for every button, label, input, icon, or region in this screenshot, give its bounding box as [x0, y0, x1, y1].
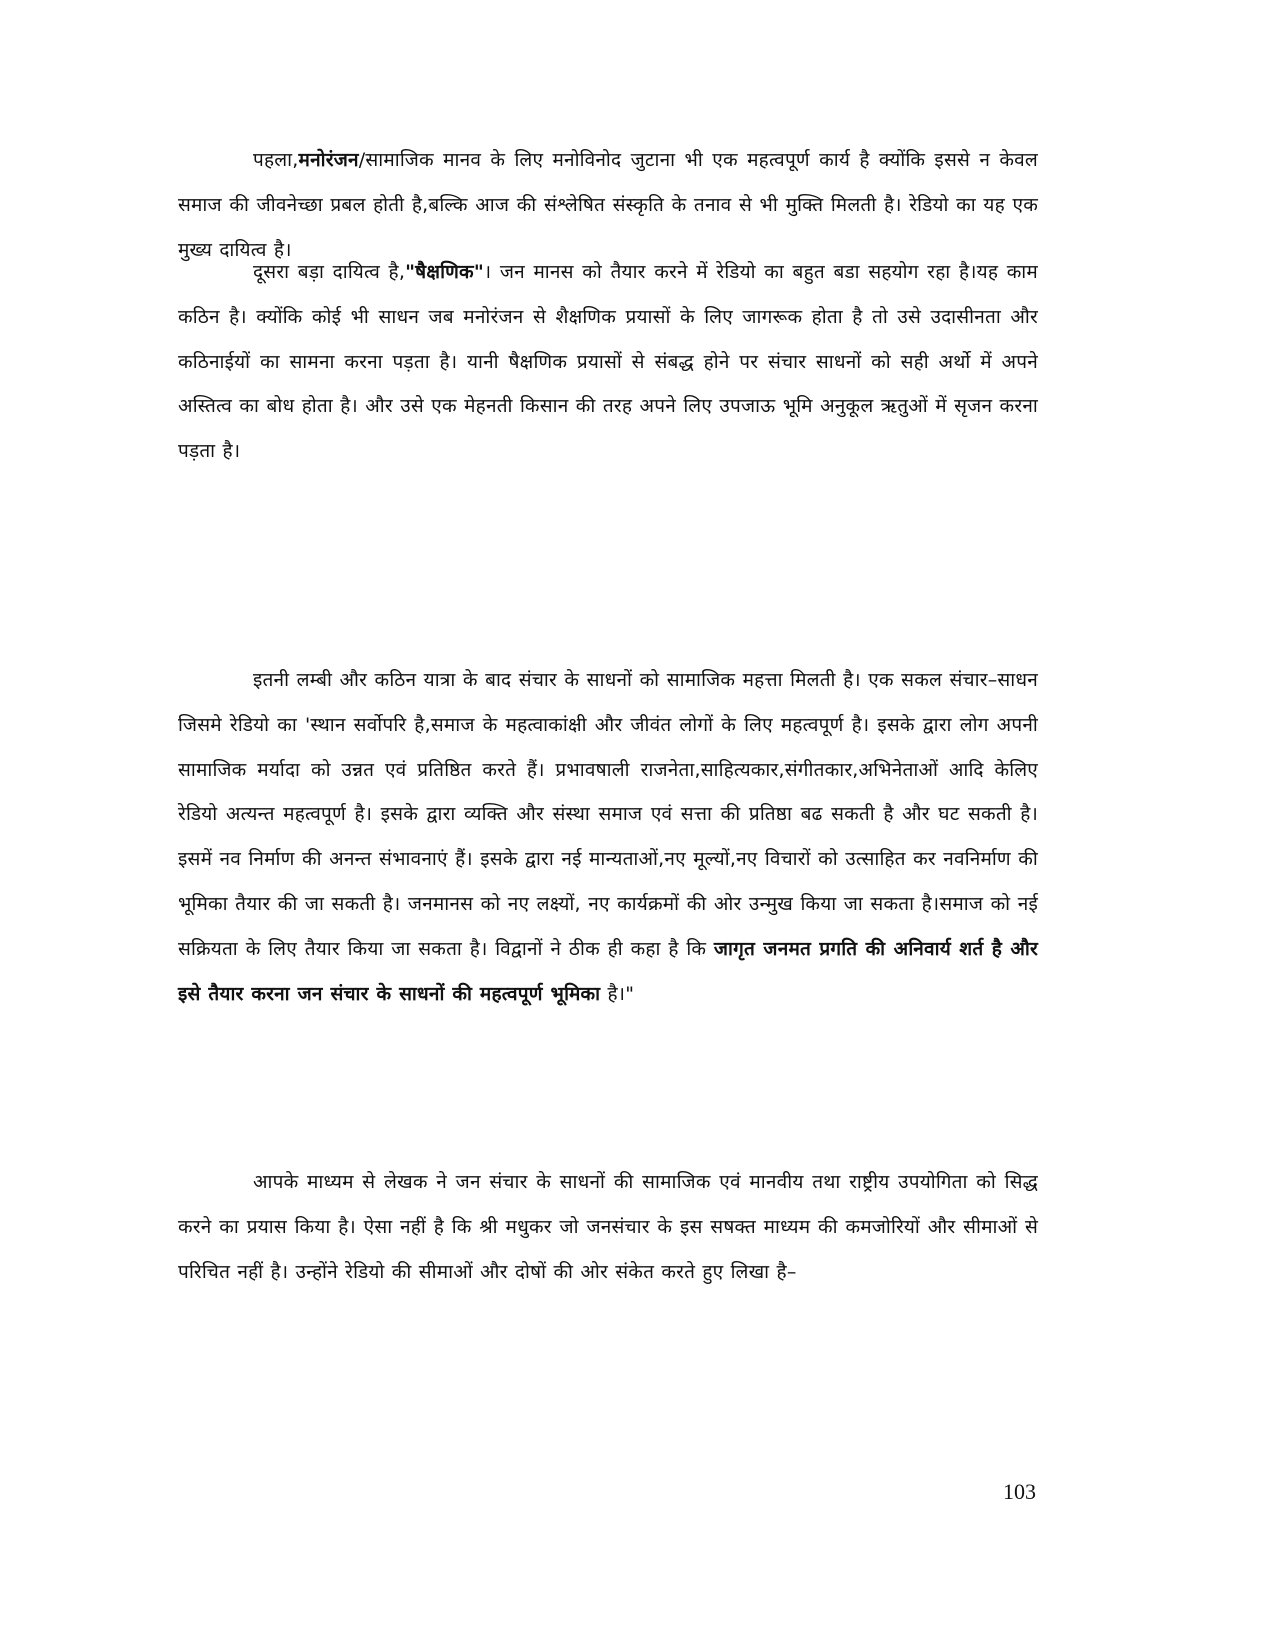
bold-term-shaikshanik: "षैक्षणिक"	[405, 261, 484, 283]
paragraph-text: आपके माध्यम से लेखक ने जन संचार के साधनों की सामाजिक एवं मानवीय तथा राष्ट्रीय उपयोगिता को सिद्ध करने का प्रयास किया है। ऐसा नहीं है कि श्री मधुकर जो जनसंचार के इस सषक्त माध्यम की कमजोरियों और सीमाओं से परिचित नहीं है। उन्होंने रेडियो की सीमाओं और दोषों की ओर संकेत करते हुए लिखा है–	[178, 1171, 1038, 1283]
paragraph-text: इतनी लम्बी और कठिन यात्रा के बाद संचार के साधनों को सामाजिक महत्ता मिलती है। एक सकल संचार–साधन जिसमे रेडियो का 'स्थान सर्वोपरि है,समाज के महत्वाकांक्षी और जीवंत लोगों के लिए महत्वपूर्ण है। इसके द्वारा लोग अपनी सामाजिक मर्यादा को उन्नत एवं प्रतिष्ठित करते हैं। प्रभावषाली राजनेता,साहित्यकार,संगीतकार,अभिनेताओं आदि केलिए रेडियो अत्यन्त महत्वपूर्ण है। इसके द्वारा व्यक्ति और संस्था समाज एवं सत्ता की प्रतिष्ठा बढ सकती है और घट सकती है।इसमें नव निर्माण की अनन्त संभावनाएं हैं। इसके द्वारा नई मान्यताओं,नए मूल्यों,नए विचारों को उत्साहित कर नवनिर्माण की भूमिका तैयार की जा सकती है। जनमानस को नए लक्ष्यों, नए कार्यक्रमों की ओर उन्मुख किया जा सकता है।समाज को नई सक्रियता के लिए तैयार किया जा सकता है। विद्वानों ने ठीक ही कहा है कि	[178, 669, 1038, 960]
paragraph-text: पहला,	[253, 149, 299, 171]
paragraph-educational	[178, 250, 1038, 474]
paragraph-text: दूसरा बड़ा दायित्व है,	[253, 261, 406, 283]
bold-term-manoranjan: मनोरंजन	[298, 149, 359, 171]
paragraph-social-significance	[178, 658, 1038, 1016]
page-number: 103	[1003, 1479, 1036, 1504]
paragraph-text: है।"	[600, 982, 635, 1005]
bold-quote: जागृत जनमत प्रगति की अनिवार्य शर्त है और इसे तैयार करना जन संचार के साधनों की महत्वपूर्ण भूमिका	[178, 937, 1038, 1005]
paragraph-text: । जन मानस को तैयार करने में रेडियो का बहुत बडा सहयोग रहा है।यह काम कठिन है। क्योंकि कोई भी साधन जब मनोरंजन से शैक्षणिक प्रयासों के लिए जागरूक होता है तो उसे उदासीनता और कठिनाईयों का सामना करना पड़ता है। यानी षैक्षणिक प्रयासों से संबद्ध होने पर संचार साधनों को सही अर्थो में अपने अस्तित्व का बोध होता है। और उसे एक मेहनती किसान की तरह अपने लिए उपजाऊ भूमि अनुकूल ऋतुओं में सृजन करना पड़ता है।	[178, 261, 1038, 463]
paragraph-text: /सामाजिक मानव के लिए मनोविनोद जुटाना भी एक महत्वपूर्ण कार्य है क्योंकि इससे न केवल समाज की जीवनेच्छा प्रबल होती है,बल्कि आज की संश्लेषित संस्कृति के तनाव से भी मुक्ति मिलती है। रेडियो का यह एक मुख्य दायित्व है।	[178, 149, 1038, 261]
paragraph-author-effort	[178, 1160, 1038, 1294]
